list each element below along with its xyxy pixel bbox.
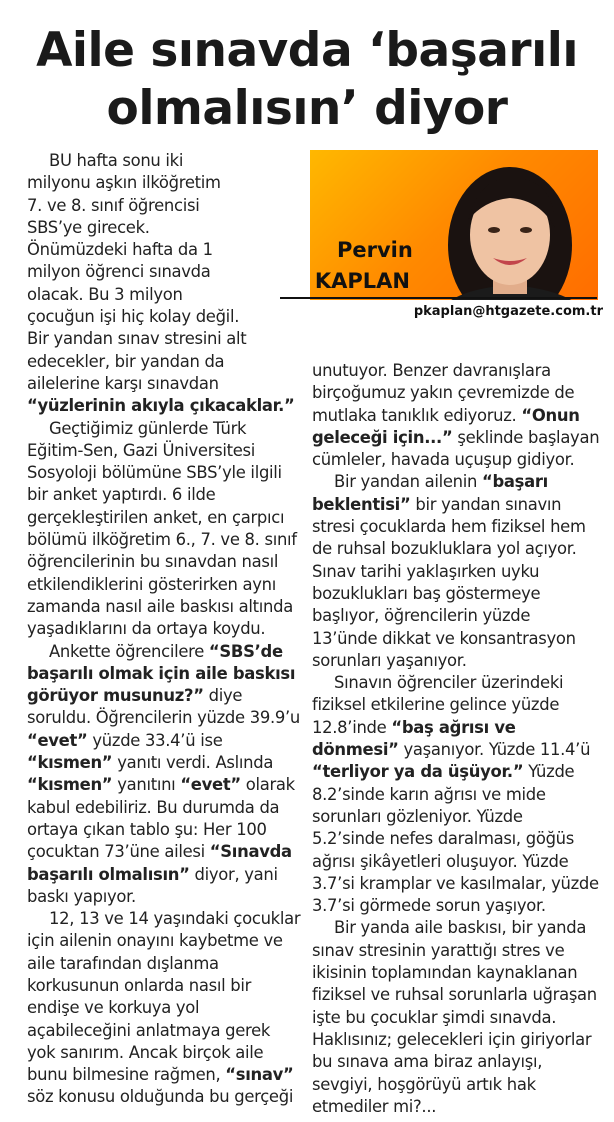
left-paragraph-1 bbox=[27, 150, 302, 418]
bold-phrase: “yüzlerinin akıyla çıkacaklar.” bbox=[27, 396, 295, 416]
text-run: yaşanıyor. Yüzde 11.4’ü bbox=[398, 740, 591, 760]
text-line: edecekler, bir yandan da bbox=[27, 351, 225, 371]
text-run: şeklinde başlayan cümleler, havada uçuşup gidiyor. bbox=[312, 427, 600, 470]
text-run: diye soruldu. Öğrencilerin yüzde 39.9’u bbox=[27, 686, 300, 728]
author-first-name: Pervin bbox=[337, 238, 413, 262]
bold-phrase: “Sınavda başarılı olmalısın” bbox=[27, 842, 292, 884]
right-paragraph-1 bbox=[312, 360, 600, 471]
left-paragraph-3 bbox=[27, 641, 302, 909]
text-line: SBS’ye girecek. bbox=[27, 217, 150, 237]
bold-phrase: “terliyor ya da üşüyor.” bbox=[312, 762, 524, 782]
left-column bbox=[27, 150, 302, 1109]
text-line: milyon öğrenci sınavda bbox=[27, 262, 211, 282]
text-line: Bir yandan sınav stresini alt bbox=[27, 329, 247, 349]
text-line: BU hafta sonu iki bbox=[49, 151, 184, 170]
text-run: unutuyor. Benzer davranışlara birçoğumuz yakın çevremizde de mutlaka tanıklık ediyoruz. bbox=[312, 361, 575, 425]
text-run: Sınavın öğrenciler üzerindeki fiziksel etkilerine gelince yüzde 12.8’inde bbox=[312, 673, 564, 737]
left-paragraph-4 bbox=[27, 908, 302, 1109]
text-line: milyonu aşkın ilköğretim bbox=[27, 173, 221, 193]
bold-phrase: “evet” bbox=[27, 730, 88, 750]
text-run: yanıtı verdi. Aslında bbox=[112, 753, 274, 773]
text-run: yanıtını bbox=[112, 775, 181, 795]
right-paragraph-2 bbox=[312, 471, 600, 672]
text-run: diyor, yani baskı yapıyor. bbox=[27, 864, 278, 906]
author-email[interactable]: pkaplan@htgazete.com.tr bbox=[413, 304, 603, 319]
bold-phrase: “kısmen” bbox=[27, 753, 113, 773]
text-run: Bir yandan ailenin bbox=[334, 472, 483, 492]
text-run: yüzde 33.4’ü ise bbox=[87, 730, 223, 750]
bold-phrase: “baş ağrısı ve dönmesi” bbox=[312, 717, 516, 760]
headline-line-2: olmalısın’ diyor bbox=[106, 81, 508, 136]
article-headline bbox=[0, 22, 614, 138]
text-line: 7. ve 8. sınıf öğrencisi bbox=[27, 195, 200, 215]
author-divider bbox=[280, 297, 597, 299]
bold-phrase: “başarı beklentisi” bbox=[312, 472, 548, 514]
text-run: 12, 13 ve 14 yaşındaki çocuklar için ailenin onayını kaybetme ve aile tarafından dışlanma korkusunun onlarda nasıl bir endişe ve korkuya yol açabileceğini anlatmaya gerek yok sanırım. Ancak birçok aile bunu bilmesine rağmen, bbox=[27, 909, 301, 1085]
text-run: olarak kabul edebiliriz. Bu durumda da ortaya çıkan tablo şu: Her 100 çocuktan 73’üne ailesi bbox=[27, 775, 295, 862]
text-line: çocuğun işi hiç kolay değil. bbox=[27, 307, 240, 327]
bold-phrase: “kısmen” bbox=[27, 775, 113, 795]
text-run: Yüzde 8.2’sinde karın ağrısı ve mide sorunları gözleniyor. Yüzde 5.2’sinde nefes daralması, göğüs ağrısı şikâyetleri oluşuyor. Yüzde 3.7’si kramplar ve kasılmalar, yüzde 3.7’si görmede sorun yaşıyor. bbox=[312, 762, 599, 916]
bold-phrase: “Onun geleceği için...” bbox=[312, 405, 580, 447]
text-run: bir yandan sınavın stresi çocuklarda hem fiziksel hem de ruhsal bozukluklara yol açıyor. Sınav tarihi yaklaşırken uyku bozuklukları baş göstermeye başlıyor, öğrencilerin yüzde 13’ünde dikkat ve konsantrasyon sorunları yaşanıyor. bbox=[312, 494, 586, 670]
right-column bbox=[312, 360, 600, 1118]
right-paragraph-3 bbox=[312, 672, 600, 917]
right-paragraph-4: Bir yanda aile baskısı, bir yanda sınav stresinin yarattığı stres ve ikisinin toplamından kaynaklanan fiziksel ve ruhsal sorunlarla uğraşan işte bu çocuklar şimdi sınavda. Haklısınız; gelecekleri için giriyorlar bu sınava ama biraz anlayışı, sevgiyi, hoşgörüyü artık hak etmediler mi?... bbox=[312, 918, 597, 1116]
headline-line-1: Aile sınavda ‘başarılı bbox=[36, 23, 578, 78]
text-run: Ankette öğrencilere bbox=[49, 641, 209, 661]
bold-phrase: “sınav” bbox=[225, 1065, 294, 1085]
text-line: Önümüzdeki hafta da 1 bbox=[27, 240, 213, 260]
text-line: olacak. Bu 3 milyon bbox=[27, 284, 183, 304]
left-paragraph-2: Geçtiğimiz günlerde Türk Eğitim-Sen, Gazi Üniversitesi Sosyoloji bölümüne SBS’yle ilgili bir anket yaptırdı. 6 ilde gerçekleştirilen anket, en çarpıcı bölümü ilköğretim 6., 7. ve 8. sınıf öğrencilerinin bu sınavdan nasıl etkilendiklerini gösterirken aynı zamanda nasıl aile baskısı altında yaşadıklarını da ortaya koydu. bbox=[27, 418, 297, 639]
bold-phrase: “SBS’de başarılı olmak için aile baskısı görüyor musunuz?” bbox=[27, 641, 296, 706]
bold-phrase: “evet” bbox=[180, 775, 241, 795]
text-line: ailelerine karşı sınavdan bbox=[27, 373, 219, 393]
text-run: söz konusu olduğunda bu gerçeği bbox=[27, 1087, 294, 1107]
author-last-name: KAPLAN bbox=[314, 269, 410, 293]
